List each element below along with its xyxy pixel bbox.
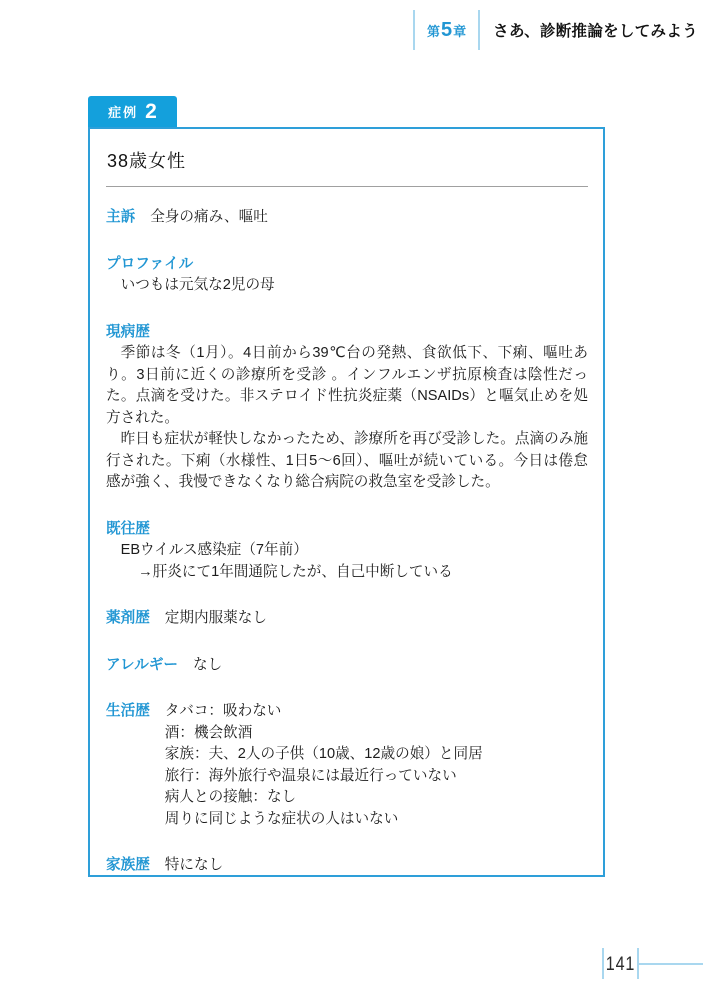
- title-underline: [106, 186, 588, 187]
- section-social-history: [106, 701, 588, 830]
- section-text: 家族：夫、2人の子供（10歳、12歳の娘）と同居: [164, 746, 483, 762]
- section-paragraph: 季節は冬（1月）。4日前から39℃台の発熱、食欲低下、下痢、嘔吐あり。3日前に近くの診療所を受診 。インフルエンザ抗原検査は陰性だった。点滴を受けた。非ステロイド性抗炎症薬（NSAIDs）と嘔気止めを処方された。: [106, 345, 588, 426]
- section-text: 病人との接触：なし: [164, 789, 297, 805]
- section-past-history: [106, 519, 588, 584]
- section-text: 定期内服薬なし: [164, 610, 267, 626]
- patient-title: 38歳女性: [107, 151, 187, 171]
- chapter-header: [413, 9, 698, 51]
- section-text: EBウイルス感染症（7年前）: [120, 542, 308, 558]
- section-content: [193, 655, 588, 677]
- section-family-history: [106, 855, 588, 877]
- section-label: 薬剤歴: [106, 610, 150, 626]
- section-content: [165, 701, 588, 830]
- section-text: いつもは元気な2児の母: [120, 277, 275, 293]
- page-footer: [0, 948, 703, 982]
- section-chief-complaint: [106, 207, 588, 229]
- footer-rule: [639, 963, 703, 965]
- section-label: 既往歴: [106, 520, 150, 537]
- section-present-illness: [106, 322, 588, 494]
- page-number-rule-left: [602, 948, 604, 979]
- section-label: プロファイル: [106, 255, 194, 272]
- section-label: 現病歴: [106, 323, 150, 340]
- section-medication-history: [106, 608, 588, 630]
- case-box: [88, 127, 605, 877]
- section-text: タバコ：吸わない: [164, 703, 282, 719]
- case-sections: [106, 207, 588, 877]
- section-label: 主訴: [106, 209, 136, 225]
- section-label: アレルギー: [106, 656, 179, 673]
- section-allergy: [106, 655, 588, 677]
- section-text: なし: [193, 656, 223, 673]
- chapter-prefix: 第: [427, 23, 441, 39]
- section-content: [165, 608, 588, 630]
- section-text: 全身の痛み、嘔吐: [150, 209, 268, 225]
- chapter-label: [415, 19, 478, 42]
- chapter-number: 5: [441, 18, 453, 41]
- section-profile: [106, 254, 588, 297]
- section-paragraph: 昨日も症状が軽快しなかったため、診療所を再び受診した。点滴のみ施行された。下痢（水様性、1日5〜6回）、嘔吐が続いている。今日は倦怠感が強く、我慢できなくなり総合病院の救急室を受診した。: [106, 431, 588, 490]
- case-badge-label: 症例: [108, 105, 139, 120]
- case-badge-number: 2: [145, 100, 157, 123]
- section-text: 旅行：海外旅行や温泉には最近行っていない: [164, 767, 457, 784]
- section-text: 酒：機会飲酒: [164, 724, 253, 741]
- chapter-title: さあ、診断推論をしてみよう: [493, 23, 698, 40]
- page-number: 141: [605, 954, 636, 975]
- section-label: 家族歴: [106, 857, 150, 873]
- chapter-rule-right: [478, 10, 480, 50]
- case-badge: [88, 96, 177, 127]
- case-box-inner: [90, 129, 603, 877]
- section-content: [150, 207, 588, 229]
- chapter-suffix: 章: [453, 23, 467, 39]
- section-content: [165, 855, 588, 877]
- section-text: 特になし: [164, 857, 224, 873]
- section-label: 生活歴: [106, 703, 150, 719]
- section-text: 周りに同じような症状の人はいない: [164, 810, 399, 827]
- section-text: →肝炎にて1年間通院したが、自己中断している: [138, 563, 453, 580]
